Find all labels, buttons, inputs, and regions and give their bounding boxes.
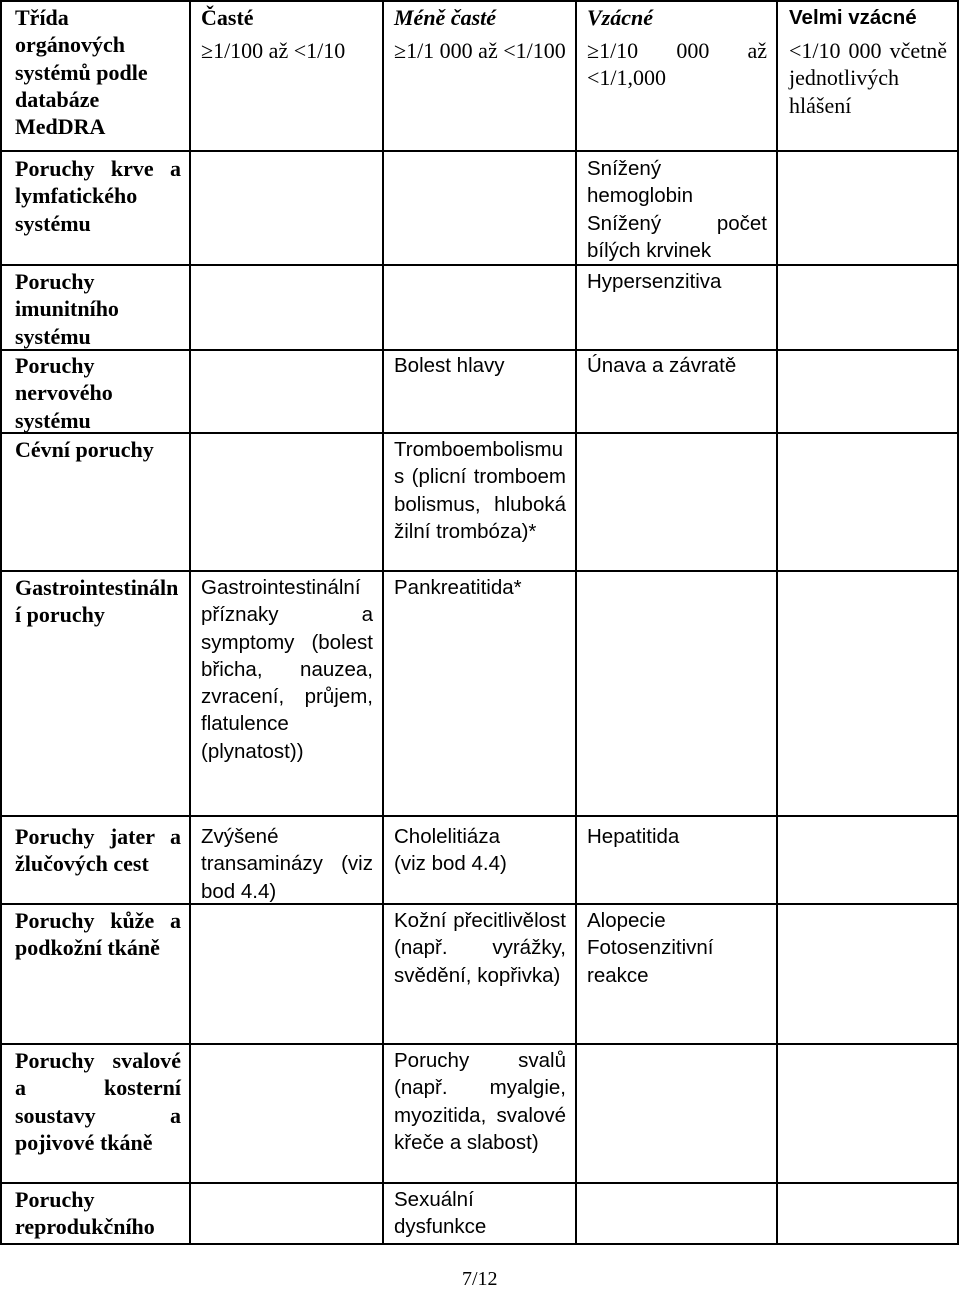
table-border <box>0 903 959 905</box>
soc-muscle: Poruchy svalové a kosterní soustavy a pojivové tkáně <box>15 1048 181 1155</box>
freq-range-rare: ≥1/10 000 až <1/1,000 <box>587 38 767 91</box>
soc-gi: Gastrointestinální poruchy <box>15 575 179 628</box>
freq-name-rare: Vzácné <box>587 5 653 30</box>
uncommon-liver: Cholelitiáza (viz bod 4.4) <box>394 825 507 876</box>
page-number: 7/12 <box>462 1268 498 1290</box>
freq-range-very-rare: <1/10 000 včetně jednotlivých hlášení <box>789 38 947 118</box>
uncommon-skin: Kožní přecitlivělost (např. vyrážky, svědění, kopřivka) <box>394 909 566 987</box>
soc-liver: Poruchy jater a žlučových cest <box>15 824 181 877</box>
freq-range-common: ≥1/100 až <1/10 <box>201 38 346 63</box>
table-border <box>189 0 191 1245</box>
header-class-label: Třída orgánových systémů podle databáze MedDRA <box>15 5 148 140</box>
table-border <box>0 150 959 152</box>
table-border <box>776 0 778 1245</box>
table-border <box>382 0 384 1245</box>
uncommon-repro: Sexuální dysfunkce <box>394 1188 487 1239</box>
table-border <box>0 570 959 572</box>
table-border <box>0 815 959 817</box>
table-border <box>0 1043 959 1045</box>
rare-liver: Hepatitida <box>587 825 680 848</box>
uncommon-muscle: Poruchy svalů (např. myalgie, myozitida, svalové křeče a slabost) <box>394 1049 566 1154</box>
rare-blood: Snížený hemoglobin Snížený počet bílých krvinek <box>587 157 767 262</box>
freq-range-uncommon: ≥1/1 000 až <1/100 <box>394 38 566 63</box>
rare-skin: Alopecie Fotosenzitivní reakce <box>587 909 714 987</box>
uncommon-vascular: Tromboembolismus (plicní tromboembolismus, hluboká žilní trombóza)* <box>394 438 566 543</box>
soc-immune: Poruchy imunitního systému <box>15 269 119 349</box>
soc-repro: Poruchy reprodukčního <box>15 1187 155 1240</box>
freq-name-uncommon: Méně časté <box>394 5 497 30</box>
table-border <box>575 0 577 1245</box>
uncommon-nervous: Bolest hlavy <box>394 354 505 377</box>
freq-name-common: Časté <box>201 5 254 30</box>
freq-name-very-rare: Velmi vzácné <box>789 6 917 29</box>
soc-skin: Poruchy kůže a podkožní tkáně <box>15 908 181 961</box>
uncommon-gi: Pankreatitida* <box>394 576 522 599</box>
table-border <box>0 264 959 266</box>
rare-immune: Hypersenzitiva <box>587 270 722 293</box>
soc-blood: Poruchy krve a lymfatického systému <box>15 156 181 236</box>
rare-nervous: Únava a závratě <box>587 354 737 377</box>
common-liver: Zvýšené transaminázy (viz bod 4.4) <box>201 825 373 903</box>
table-border <box>0 0 959 2</box>
table-border <box>957 0 959 1245</box>
table-border <box>0 0 2 1245</box>
soc-nervous: Poruchy nervového systému <box>15 353 113 433</box>
table-border <box>0 1182 959 1184</box>
common-gi: Gastrointestinální příznaky a symptomy (bolest břicha, nauzea, zvracení, průjem, flatulence (plynatost)) <box>201 576 373 763</box>
table-border <box>0 1243 959 1245</box>
soc-vascular: Cévní poruchy <box>15 437 154 462</box>
